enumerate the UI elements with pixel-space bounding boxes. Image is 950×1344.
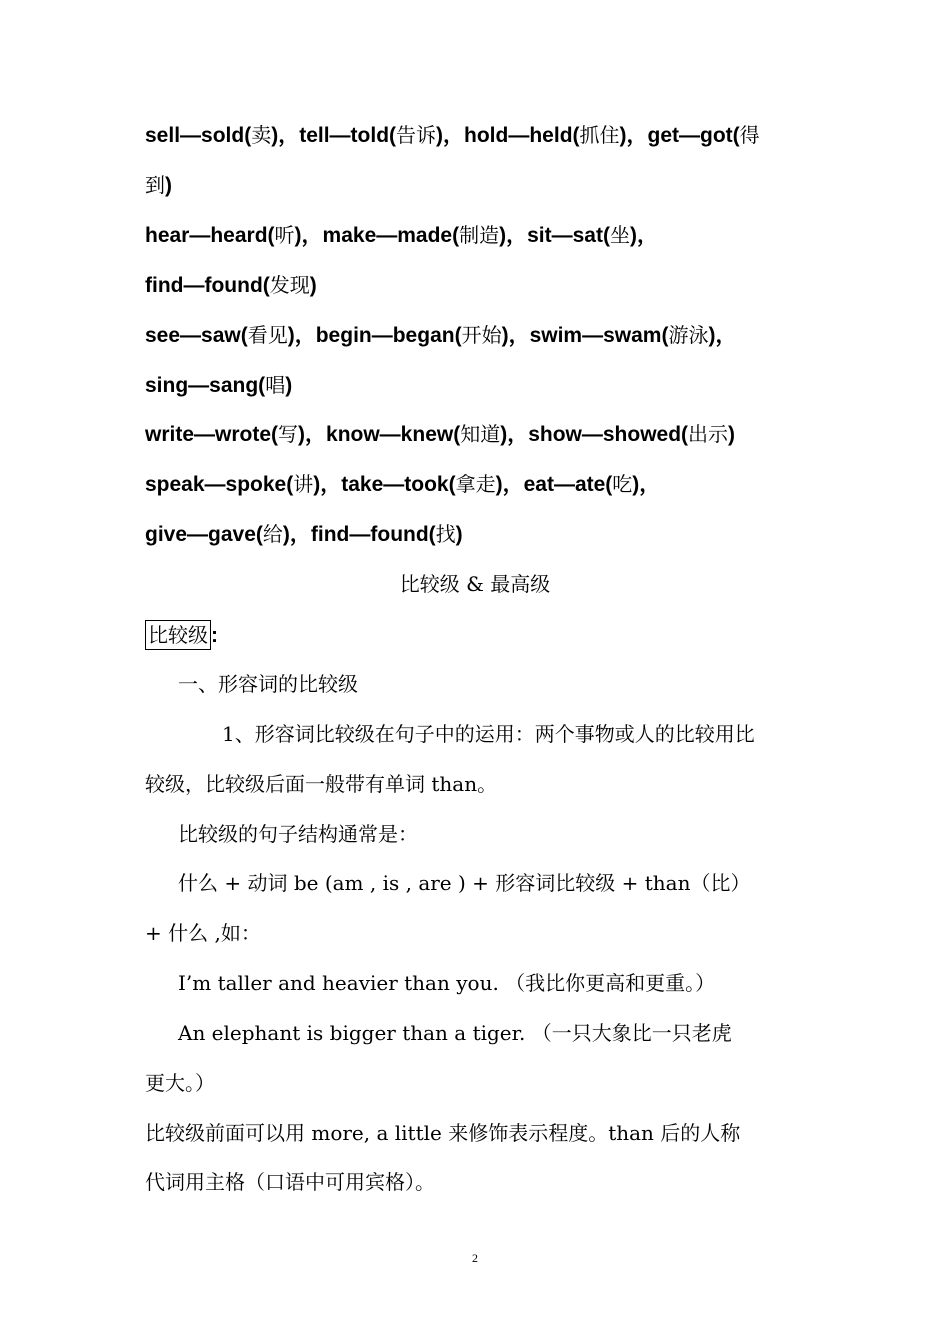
verb-close: )， bbox=[271, 124, 300, 147]
verb-form: see—saw( bbox=[145, 324, 248, 347]
verb-form: sell—sold( bbox=[145, 124, 252, 147]
verb-meaning: 抓住 bbox=[579, 123, 620, 147]
verb-meaning: 出示 bbox=[688, 422, 729, 446]
verb-close: ) bbox=[165, 174, 172, 197]
verb-meaning: 听 bbox=[274, 223, 295, 247]
verb-form: hear—heard( bbox=[145, 224, 275, 247]
body-line-9: 更大。） bbox=[145, 1071, 215, 1095]
verb-meaning: 制造 bbox=[459, 223, 500, 247]
verb-meaning: 写 bbox=[278, 422, 299, 446]
verb-meaning: 讲 bbox=[293, 472, 314, 496]
verb-meaning: 卖 bbox=[251, 123, 272, 147]
heading-colon: : bbox=[211, 624, 218, 647]
verb-form: get—got( bbox=[647, 124, 740, 147]
verb-close: )， bbox=[499, 224, 528, 247]
verb-close: )， bbox=[282, 523, 311, 546]
verb-meaning: 开始 bbox=[461, 323, 502, 347]
verb-line bbox=[145, 272, 317, 299]
body-line-2: 1、形容词比较级在句子中的运用：两个事物或人的比较用比 bbox=[222, 722, 755, 746]
body-line-10: 比较级前面可以用 more, a little 来修饰表示程度。than 后的人称 bbox=[145, 1121, 741, 1145]
verb-meaning: 知道 bbox=[460, 422, 501, 446]
verb-form: begin—began( bbox=[315, 324, 462, 347]
verb-close: )， bbox=[632, 473, 661, 496]
verb-form: sing—sang( bbox=[145, 374, 266, 397]
body-line-8: An elephant is bigger than a tiger. （一只大象比一只老虎 bbox=[178, 1021, 732, 1045]
verb-close: ) bbox=[728, 423, 736, 446]
verb-meaning: 给 bbox=[262, 522, 283, 546]
verb-line bbox=[145, 521, 463, 548]
verb-close: )， bbox=[294, 224, 323, 247]
verb-form: know—knew( bbox=[326, 423, 461, 446]
verb-form: sit—sat( bbox=[527, 224, 610, 247]
verb-form: take—took( bbox=[341, 473, 456, 496]
body-line-5: 什么 + 动词 be (am , is , are ) + 形容词比较级 + than（比） bbox=[178, 871, 751, 895]
verb-meaning: 看见 bbox=[247, 323, 288, 347]
verb-close: )， bbox=[501, 324, 530, 347]
verb-close: )， bbox=[619, 124, 648, 147]
verb-meaning: 坐 bbox=[609, 223, 630, 247]
verb-form: write—wrote( bbox=[145, 423, 279, 446]
verb-close: )， bbox=[298, 423, 327, 446]
verb-form: speak—spoke( bbox=[145, 473, 294, 496]
verb-close: )， bbox=[629, 224, 658, 247]
body-line-7: I’m taller and heavier than you. （我比你更高和更重。） bbox=[178, 971, 716, 995]
verb-close: )， bbox=[313, 473, 342, 496]
verb-meaning: 发现 bbox=[269, 273, 310, 297]
body-line-6: + 什么 ,如： bbox=[145, 921, 261, 945]
verb-close: )， bbox=[436, 124, 465, 147]
verb-form: tell—told( bbox=[299, 124, 397, 147]
verb-meaning: 找 bbox=[435, 522, 456, 546]
verb-close: ) bbox=[455, 523, 463, 546]
body-line-11: 代词用主格（口语中可用宾格）。 bbox=[145, 1170, 435, 1194]
body-line-3: 较级，比较级后面一般带有单词 than。 bbox=[145, 772, 498, 796]
verb-close: )， bbox=[287, 324, 316, 347]
verb-form: find—found( bbox=[310, 523, 436, 546]
verb-meaning: 唱 bbox=[265, 373, 286, 397]
body-line-1: 一、形容词的比较级 bbox=[178, 672, 358, 696]
verb-meaning: 拿走 bbox=[455, 472, 496, 496]
verb-form: swim—swam( bbox=[529, 324, 669, 347]
verb-meaning: 得 bbox=[739, 123, 760, 147]
verb-line bbox=[145, 372, 292, 399]
verb-form: make—made( bbox=[322, 224, 460, 247]
verb-line bbox=[145, 222, 658, 249]
verb-close: )， bbox=[495, 473, 524, 496]
comparative-heading bbox=[145, 620, 218, 650]
page-number: 2 bbox=[472, 1251, 478, 1265]
verb-form: eat—ate( bbox=[523, 473, 613, 496]
verb-line bbox=[145, 471, 660, 498]
verb-close: ) bbox=[285, 374, 293, 397]
verb-close: )， bbox=[708, 324, 737, 347]
verb-line bbox=[145, 322, 736, 349]
verb-meaning: 游泳 bbox=[668, 323, 709, 347]
section-title: 比较级 & 最高级 bbox=[399, 572, 551, 596]
verb-form: give—gave( bbox=[145, 523, 263, 546]
verb-close: )， bbox=[500, 423, 529, 446]
verb-meaning: 告诉 bbox=[396, 123, 437, 147]
body-line-4: 比较级的句子结构通常是： bbox=[178, 822, 418, 846]
verb-line bbox=[145, 421, 735, 448]
verb-form: find—found( bbox=[145, 274, 270, 297]
verb-meaning: 到 bbox=[145, 173, 165, 197]
verb-form: hold—held( bbox=[464, 124, 580, 147]
verb-form: show—showed( bbox=[528, 423, 689, 446]
comparative-heading-box: 比较级 bbox=[145, 620, 211, 650]
verb-line bbox=[145, 122, 760, 149]
verb-close: ) bbox=[309, 274, 317, 297]
verb-meaning: 吃 bbox=[612, 472, 633, 496]
verb-line bbox=[145, 172, 172, 199]
